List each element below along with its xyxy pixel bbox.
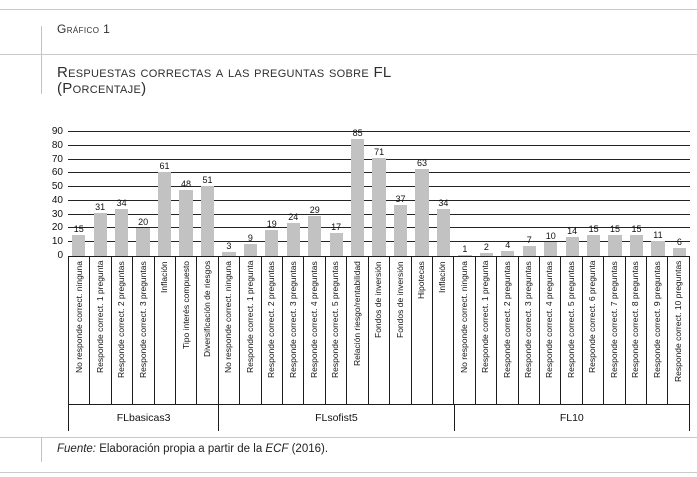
bar xyxy=(94,213,107,256)
bar-cell xyxy=(240,126,261,256)
bar xyxy=(566,237,579,256)
bar xyxy=(287,223,300,256)
bar-cell xyxy=(197,126,218,256)
bar-value-label: 51 xyxy=(202,174,213,185)
category-label: Responde correct. 7 preguntas xyxy=(608,261,619,378)
category-label: Responde correct. 2 preguntas xyxy=(266,261,277,378)
bar-cell xyxy=(347,126,368,256)
category-labels-row xyxy=(68,257,690,405)
bar-value-label: 85 xyxy=(352,127,363,138)
bar-cell xyxy=(325,126,346,256)
y-tick-label: 60 xyxy=(51,167,63,179)
bar xyxy=(330,233,343,256)
bar-value-label: 7 xyxy=(526,235,532,246)
bar-value-label: 48 xyxy=(180,178,191,189)
bar-cell xyxy=(411,126,432,256)
bar xyxy=(523,246,536,256)
category-cell xyxy=(582,257,603,404)
bar-cell xyxy=(111,126,132,256)
category-label: Fondos de inversión xyxy=(373,261,384,338)
figure-kicker: Gráfico 1 xyxy=(57,22,111,36)
bar-value-label: 34 xyxy=(116,198,127,209)
bar-value-label: 10 xyxy=(545,231,556,242)
y-tick-label: 0 xyxy=(57,250,63,261)
bar-value-label: 24 xyxy=(288,211,299,222)
bar xyxy=(136,228,149,256)
category-cell xyxy=(560,257,581,404)
y-tick-label: 90 xyxy=(51,126,63,137)
bar xyxy=(608,235,621,256)
bar-cell xyxy=(433,126,454,256)
header-left-border xyxy=(41,26,42,94)
chart-title-line2: (Porcentaje) xyxy=(57,80,147,97)
category-label: Hipotecas xyxy=(416,261,427,299)
source-note xyxy=(57,443,328,455)
bar-value-label: 29 xyxy=(309,205,320,216)
bar-cell xyxy=(175,126,196,256)
bar xyxy=(587,235,600,256)
bar-cell xyxy=(497,126,518,256)
axis-spacer xyxy=(42,257,68,405)
category-cell xyxy=(303,257,324,404)
group-labels-row xyxy=(68,405,690,431)
category-label: Responde correct. 5 preguntas xyxy=(565,261,576,378)
bar xyxy=(222,252,235,256)
category-label: Responde correct. 5 preguntas xyxy=(330,261,341,378)
bar xyxy=(630,235,643,256)
plot-area xyxy=(68,126,690,257)
bar xyxy=(72,235,85,256)
bar-cell xyxy=(261,126,282,256)
bar-value-label: 11 xyxy=(653,229,663,240)
category-label: Responde correct. 8 preguntas xyxy=(630,261,641,378)
category-cell xyxy=(411,257,432,404)
bar xyxy=(308,216,321,256)
category-label: Inflación xyxy=(159,261,170,293)
category-label: No responde correct. ninguna xyxy=(223,261,234,373)
category-cell xyxy=(368,257,389,404)
bar-cell xyxy=(218,126,239,256)
category-cell xyxy=(389,257,410,404)
y-axis xyxy=(42,126,68,261)
bar xyxy=(158,172,171,256)
bar-cell xyxy=(454,126,475,256)
bar-value-label: 19 xyxy=(266,218,277,229)
bar-cell xyxy=(540,126,561,256)
category-cell xyxy=(175,257,196,404)
category-cell xyxy=(667,257,688,404)
bar-value-label: 15 xyxy=(73,224,84,235)
category-cell xyxy=(432,257,453,404)
bar-value-label: 20 xyxy=(138,217,149,228)
bar-value-label: 61 xyxy=(159,160,170,171)
bar xyxy=(115,209,128,256)
y-tick-label: 50 xyxy=(51,181,63,193)
top-divider xyxy=(0,9,697,10)
category-cell xyxy=(282,257,303,404)
bar-cell xyxy=(647,126,668,256)
bar-cell xyxy=(68,126,89,256)
category-cell xyxy=(453,257,474,404)
category-cell xyxy=(154,257,175,404)
bar-value-label: 15 xyxy=(588,224,599,235)
bar-cell xyxy=(368,126,389,256)
category-cell xyxy=(111,257,132,404)
category-cell xyxy=(218,257,239,404)
bar xyxy=(501,251,514,257)
bar-value-label: 17 xyxy=(331,221,342,232)
category-label: Responde correct. 3 preguntas xyxy=(287,261,298,378)
source-work: ECF xyxy=(265,443,289,455)
bar-cell xyxy=(132,126,153,256)
category-label: Responde correct. 2 preguntas xyxy=(116,261,127,378)
bar xyxy=(372,158,385,256)
y-tick-label: 80 xyxy=(51,139,63,151)
bar xyxy=(673,248,686,256)
bar-cell xyxy=(669,126,690,256)
bar-cell xyxy=(89,126,110,256)
bar-value-label: 63 xyxy=(416,158,427,169)
category-label: Relación riesgo/rentabilidad xyxy=(351,261,362,366)
category-label: Inflación xyxy=(437,261,448,293)
bar-value-label: 34 xyxy=(438,198,449,209)
category-cell xyxy=(518,257,539,404)
bar-value-label: 4 xyxy=(505,239,511,250)
category-label: Tipo interés compuesto xyxy=(180,261,191,350)
bar xyxy=(651,241,664,256)
bar-value-label: 31 xyxy=(95,202,106,213)
bar-value-label: 71 xyxy=(374,147,385,158)
footer-left-border xyxy=(41,437,42,462)
category-label: Fondos de inversión xyxy=(394,261,405,338)
bar xyxy=(480,253,493,256)
category-label: Responde correct. 4 preguntas xyxy=(544,261,555,378)
header-divider xyxy=(0,54,697,55)
category-cell xyxy=(68,257,89,404)
group-label: FLbasicas3 xyxy=(68,405,218,431)
bar-value-label: 14 xyxy=(567,225,578,236)
bar-value-label: 9 xyxy=(247,232,253,243)
bar xyxy=(265,230,278,256)
category-cell xyxy=(261,257,282,404)
category-label: Responde correct. 10 preguntas xyxy=(672,261,683,383)
bar-value-label: 6 xyxy=(676,236,682,247)
bar xyxy=(179,190,192,256)
bar xyxy=(437,209,450,256)
y-tick-label: 30 xyxy=(51,208,63,220)
chart-title xyxy=(57,65,392,97)
bar-cell xyxy=(519,126,540,256)
category-cell xyxy=(132,257,153,404)
y-tick-label: 40 xyxy=(51,194,63,206)
group-label: FLsofist5 xyxy=(218,405,453,431)
bar-value-label: 37 xyxy=(395,194,406,205)
source-suffix: (2016). xyxy=(288,443,329,455)
bar xyxy=(544,242,557,256)
bar xyxy=(201,186,214,256)
category-cell xyxy=(89,257,110,404)
category-label: Responde correct. 1 pregunta xyxy=(244,261,255,374)
category-cell xyxy=(625,257,646,404)
category-cell xyxy=(346,257,367,404)
category-label: Responde correct. 1 pregunta xyxy=(94,261,105,374)
category-cell xyxy=(239,257,260,404)
bar-cell xyxy=(476,126,497,256)
category-label: Responde correct. 4 preguntas xyxy=(309,261,319,378)
bar-value-label: 3 xyxy=(226,240,232,251)
bar-value-label: 15 xyxy=(610,224,621,235)
axis-spacer xyxy=(42,405,68,431)
y-tick-label: 20 xyxy=(51,222,63,234)
bar xyxy=(351,139,364,256)
bar-cell xyxy=(583,126,604,256)
category-label: Responde correct. 3 preguntas xyxy=(523,261,534,378)
bar xyxy=(394,205,407,256)
source-label: Fuente: xyxy=(57,443,96,455)
group-label: FL10 xyxy=(454,405,689,431)
category-cell xyxy=(539,257,560,404)
bar-cell xyxy=(283,126,304,256)
bar-chart xyxy=(42,126,690,431)
category-cell xyxy=(646,257,667,404)
chart-title-line1: Respuestas correctas a las preguntas sobre FL xyxy=(57,64,392,81)
bottom-divider xyxy=(0,472,697,473)
source-text: Elaboración propia a partir de la xyxy=(96,443,266,455)
bar-cell xyxy=(390,126,411,256)
bar-value-label: 15 xyxy=(631,224,642,235)
category-label: Responde correct. 9 preguntas xyxy=(651,261,662,378)
bars-row xyxy=(68,126,690,256)
category-cell xyxy=(603,257,624,404)
bar-cell xyxy=(604,126,625,256)
y-tick-label: 10 xyxy=(51,236,63,248)
category-cell xyxy=(325,257,346,404)
bar-cell xyxy=(304,126,325,256)
bar-cell xyxy=(626,126,647,256)
prefooter-divider xyxy=(0,437,697,438)
bar-cell xyxy=(561,126,582,256)
y-tick-label: 70 xyxy=(51,153,63,165)
category-label: Responde correct. 1 pregunta xyxy=(480,261,491,374)
bar xyxy=(415,169,428,256)
bar-value-label: 2 xyxy=(483,242,489,253)
bar-value-label: 1 xyxy=(462,243,468,254)
bar-cell xyxy=(154,126,175,256)
category-cell xyxy=(475,257,496,404)
bar xyxy=(458,255,471,256)
category-label: No responde correct. ninguna xyxy=(458,261,469,373)
category-label: Responde correct. 6 pregunta xyxy=(587,261,598,374)
bar xyxy=(244,244,257,256)
category-cell xyxy=(496,257,517,404)
category-label: Responde correct. 2 preguntas xyxy=(501,261,512,378)
category-label: Diversificación de riesgos xyxy=(201,261,212,358)
category-label: No responde correct. ninguna xyxy=(73,261,84,373)
category-cell xyxy=(196,257,217,404)
category-label: Responde correct. 3 preguntas xyxy=(137,261,148,378)
